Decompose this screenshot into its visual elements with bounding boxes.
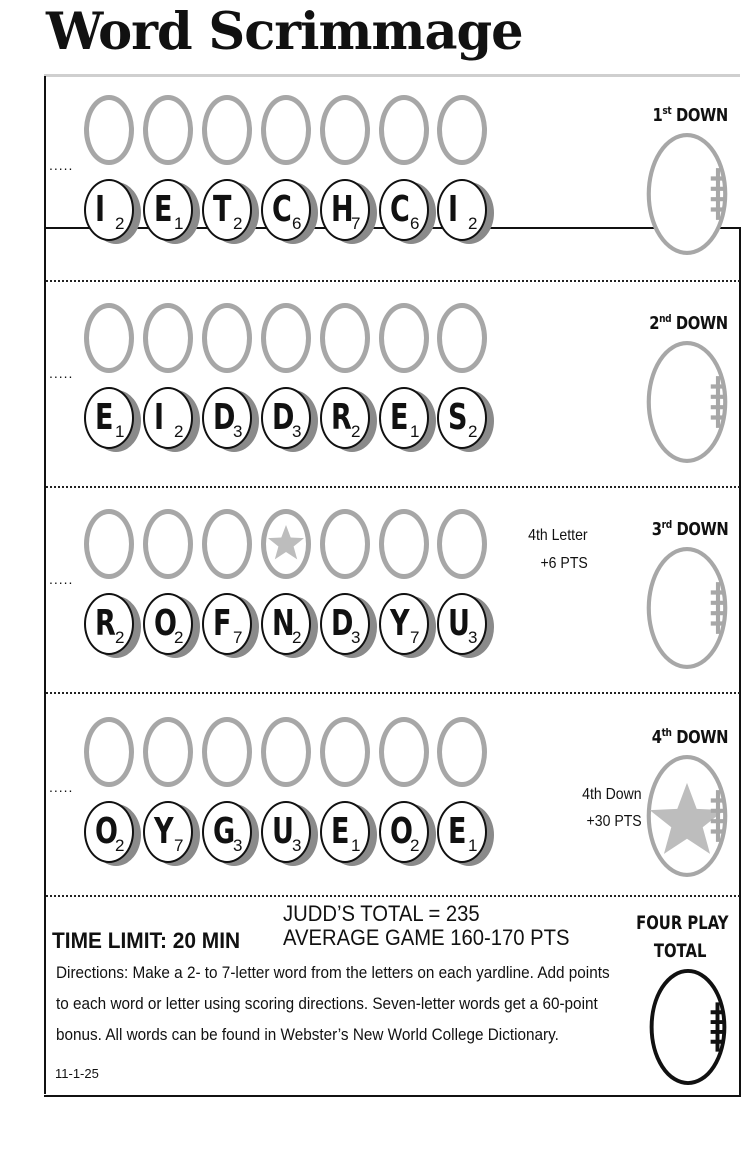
answer-slot[interactable] bbox=[261, 303, 311, 373]
yardline-marker: ..... bbox=[49, 779, 74, 795]
down-label bbox=[650, 312, 728, 334]
tile-letter: Y bbox=[154, 811, 174, 852]
letter-tile bbox=[143, 593, 193, 655]
tile-points: 2 bbox=[174, 628, 184, 647]
football-icon[interactable] bbox=[645, 132, 729, 256]
tile-letter: C bbox=[272, 189, 292, 230]
tile-points: 3 bbox=[233, 422, 243, 441]
tile-letter: I bbox=[154, 397, 165, 438]
letter-tile bbox=[320, 387, 370, 449]
tile-face bbox=[143, 801, 193, 863]
down-ordinal: th bbox=[661, 726, 672, 739]
tile-letter: G bbox=[213, 811, 236, 852]
down-number: 1 bbox=[652, 105, 663, 126]
yardline bbox=[46, 692, 740, 694]
tile-points: 2 bbox=[115, 214, 125, 233]
tile-letter: D bbox=[331, 603, 354, 644]
answer-slot[interactable] bbox=[437, 95, 487, 165]
time-limit: TIME LIMIT: 20 MIN bbox=[52, 928, 241, 953]
bonus-note: +6 PTS bbox=[540, 555, 588, 572]
answer-slot[interactable] bbox=[202, 717, 252, 787]
answer-slot[interactable] bbox=[143, 717, 193, 787]
tile-face bbox=[320, 593, 370, 655]
down-score-box[interactable] bbox=[645, 340, 729, 469]
letter-tile bbox=[261, 179, 311, 241]
tile-letter: U bbox=[272, 811, 294, 852]
tile-letter: S bbox=[448, 397, 468, 438]
answer-slot[interactable] bbox=[84, 717, 134, 787]
letter-tile bbox=[84, 387, 134, 449]
four-play-total-box[interactable] bbox=[646, 968, 730, 1091]
tile-points: 3 bbox=[468, 628, 478, 647]
tile-face bbox=[202, 801, 252, 863]
tile-face bbox=[437, 593, 487, 655]
tile-face bbox=[379, 179, 429, 241]
down-score-box[interactable] bbox=[645, 754, 729, 883]
directions-line: Directions: Make a 2- to 7-letter word from the letters on each yardline. Add points bbox=[56, 963, 610, 982]
letter-tile bbox=[379, 801, 429, 863]
tile-face bbox=[202, 387, 252, 449]
judd-total: JUDD’S TOTAL = 235 bbox=[283, 901, 480, 926]
answer-slot[interactable] bbox=[261, 95, 311, 165]
tile-letter: Y bbox=[390, 603, 410, 644]
answer-slot[interactable] bbox=[379, 717, 429, 787]
tile-face bbox=[143, 593, 193, 655]
letter-tile bbox=[202, 387, 252, 449]
directions-line: bonus. All words can be found in Webster’s New World College Dictionary. bbox=[56, 1025, 559, 1044]
letter-tile bbox=[84, 179, 134, 241]
football-icon[interactable] bbox=[646, 968, 730, 1086]
letter-tile bbox=[143, 387, 193, 449]
answer-slot[interactable] bbox=[84, 509, 134, 579]
tile-face bbox=[379, 593, 429, 655]
tile-face bbox=[84, 387, 134, 449]
yardline bbox=[46, 486, 740, 488]
tile-points: 7 bbox=[233, 628, 243, 647]
tile-letter: I bbox=[95, 189, 106, 230]
tile-points: 7 bbox=[174, 836, 184, 855]
tile-points: 2 bbox=[410, 836, 420, 855]
answer-slot[interactable] bbox=[320, 509, 370, 579]
tile-face bbox=[84, 593, 134, 655]
title-rule bbox=[44, 74, 740, 77]
letter-tile bbox=[261, 387, 311, 449]
tile-face bbox=[320, 387, 370, 449]
tile-letter: N bbox=[272, 603, 295, 644]
tile-letter: E bbox=[95, 397, 114, 438]
tile-letter: H bbox=[331, 189, 354, 230]
answer-slot[interactable] bbox=[379, 303, 429, 373]
bonus-star-icon bbox=[268, 520, 304, 570]
letter-tile bbox=[84, 801, 134, 863]
answer-slot[interactable] bbox=[320, 717, 370, 787]
answer-slot[interactable] bbox=[202, 95, 252, 165]
page-title: Word Scrimmage bbox=[46, 2, 523, 62]
down-word: DOWN bbox=[676, 313, 728, 334]
letter-tile bbox=[379, 387, 429, 449]
tile-letter: D bbox=[272, 397, 295, 438]
letter-tile bbox=[202, 801, 252, 863]
letter-tile bbox=[202, 593, 252, 655]
tile-letter: O bbox=[95, 811, 118, 852]
tile-face bbox=[84, 179, 134, 241]
down-word: DOWN bbox=[676, 727, 728, 748]
letter-tile bbox=[84, 593, 134, 655]
tile-points: 1 bbox=[351, 836, 361, 855]
letter-tile bbox=[320, 179, 370, 241]
letter-tile bbox=[437, 801, 487, 863]
down-label bbox=[653, 104, 728, 126]
tile-face bbox=[437, 179, 487, 241]
answer-slot[interactable] bbox=[84, 303, 134, 373]
answer-slot[interactable] bbox=[202, 509, 252, 579]
answer-slot[interactable] bbox=[437, 509, 487, 579]
letter-tile bbox=[143, 179, 193, 241]
answer-slot[interactable] bbox=[261, 509, 311, 579]
tile-points: 7 bbox=[410, 628, 420, 647]
tile-letter: E bbox=[331, 811, 350, 852]
letter-tile bbox=[437, 179, 487, 241]
yardline bbox=[46, 895, 740, 897]
tile-points: 1 bbox=[468, 836, 478, 855]
directions-line: to each word or letter using scoring directions. Seven-letter words get a 60-point bbox=[56, 994, 598, 1013]
tile-letter: C bbox=[390, 189, 410, 230]
letter-tile bbox=[261, 801, 311, 863]
bonus-note: 4th Letter bbox=[528, 527, 588, 544]
tile-points: 2 bbox=[115, 628, 125, 647]
tile-points: 1 bbox=[115, 422, 125, 441]
tile-letter: I bbox=[448, 189, 459, 230]
tile-face bbox=[202, 593, 252, 655]
letter-tile bbox=[202, 179, 252, 241]
tile-letter: O bbox=[390, 811, 413, 852]
letter-tile bbox=[143, 801, 193, 863]
tile-points: 2 bbox=[174, 422, 184, 441]
yardline-marker: ..... bbox=[49, 571, 74, 587]
letter-tile bbox=[379, 179, 429, 241]
tile-face bbox=[261, 801, 311, 863]
answer-slot[interactable] bbox=[320, 95, 370, 165]
letter-tile bbox=[379, 593, 429, 655]
down-score-box[interactable] bbox=[645, 546, 729, 675]
answer-slot[interactable] bbox=[437, 303, 487, 373]
answer-slot[interactable] bbox=[437, 717, 487, 787]
tile-face bbox=[202, 179, 252, 241]
answer-slot[interactable] bbox=[143, 95, 193, 165]
tile-points: 2 bbox=[468, 214, 478, 233]
tile-points: 7 bbox=[351, 214, 361, 233]
tile-points: 3 bbox=[233, 836, 243, 855]
tile-face bbox=[320, 179, 370, 241]
tile-points: 2 bbox=[292, 628, 302, 647]
tile-face bbox=[261, 593, 311, 655]
tile-points: 1 bbox=[174, 214, 184, 233]
tile-letter: T bbox=[213, 189, 232, 230]
answer-slot[interactable] bbox=[84, 95, 134, 165]
tile-points: 3 bbox=[351, 628, 361, 647]
tile-points: 2 bbox=[468, 422, 478, 441]
tile-points: 2 bbox=[351, 422, 361, 441]
letter-tile bbox=[437, 593, 487, 655]
down-ordinal: nd bbox=[659, 312, 672, 325]
answer-slot[interactable] bbox=[261, 717, 311, 787]
down-ordinal: rd bbox=[661, 518, 672, 531]
tile-points: 3 bbox=[292, 422, 302, 441]
four-play-total-label: FOUR PLAY bbox=[635, 912, 728, 934]
yardline-marker: ..... bbox=[49, 157, 74, 173]
tile-points: 1 bbox=[410, 422, 420, 441]
answer-slot[interactable] bbox=[379, 95, 429, 165]
tile-face bbox=[261, 387, 311, 449]
answer-slot[interactable] bbox=[379, 509, 429, 579]
answer-slot[interactable] bbox=[143, 509, 193, 579]
tile-letter: E bbox=[448, 811, 467, 852]
tile-points: 3 bbox=[292, 836, 302, 855]
tile-points: 6 bbox=[292, 214, 302, 233]
tile-face bbox=[379, 801, 429, 863]
four-play-total-label: TOTAL bbox=[653, 940, 706, 962]
tile-face bbox=[261, 179, 311, 241]
down-number: 2 bbox=[649, 313, 660, 334]
down-label bbox=[652, 726, 728, 748]
yardline-marker: ..... bbox=[49, 365, 74, 381]
tile-points: 2 bbox=[233, 214, 243, 233]
down-number: 3 bbox=[651, 519, 662, 540]
down-number: 4 bbox=[651, 727, 662, 748]
puzzle-date: 11-1-25 bbox=[55, 1066, 99, 1081]
football-icon[interactable] bbox=[645, 546, 729, 670]
bonus-note: 4th Down bbox=[582, 786, 642, 803]
down-word: DOWN bbox=[676, 519, 728, 540]
average-game: AVERAGE GAME 160-170 PTS bbox=[283, 925, 570, 950]
football-icon[interactable] bbox=[645, 754, 729, 878]
tile-letter: R bbox=[95, 603, 116, 644]
answer-slot[interactable] bbox=[143, 303, 193, 373]
bonus-note: +30 PTS bbox=[586, 813, 642, 830]
tile-face bbox=[437, 801, 487, 863]
letter-tile bbox=[320, 801, 370, 863]
down-word: DOWN bbox=[676, 105, 728, 126]
tile-points: 6 bbox=[410, 214, 420, 233]
tile-letter: O bbox=[154, 603, 177, 644]
down-label bbox=[651, 518, 728, 540]
tile-letter: R bbox=[331, 397, 352, 438]
tile-face bbox=[143, 387, 193, 449]
yardline bbox=[46, 280, 740, 282]
football-icon[interactable] bbox=[645, 340, 729, 464]
tile-face bbox=[84, 801, 134, 863]
tile-letter: F bbox=[213, 603, 232, 644]
tile-letter: E bbox=[154, 189, 173, 230]
tile-face bbox=[320, 801, 370, 863]
tile-points: 2 bbox=[115, 836, 125, 855]
tile-face bbox=[379, 387, 429, 449]
letter-tile bbox=[320, 593, 370, 655]
down-score-box[interactable] bbox=[645, 132, 729, 261]
tile-face bbox=[437, 387, 487, 449]
tile-letter: E bbox=[390, 397, 409, 438]
answer-slot[interactable] bbox=[202, 303, 252, 373]
answer-slot[interactable] bbox=[320, 303, 370, 373]
tile-face bbox=[143, 179, 193, 241]
down-ordinal: st bbox=[662, 104, 672, 117]
letter-tile bbox=[437, 387, 487, 449]
tile-letter: D bbox=[213, 397, 236, 438]
tile-letter: U bbox=[448, 603, 470, 644]
letter-tile bbox=[261, 593, 311, 655]
